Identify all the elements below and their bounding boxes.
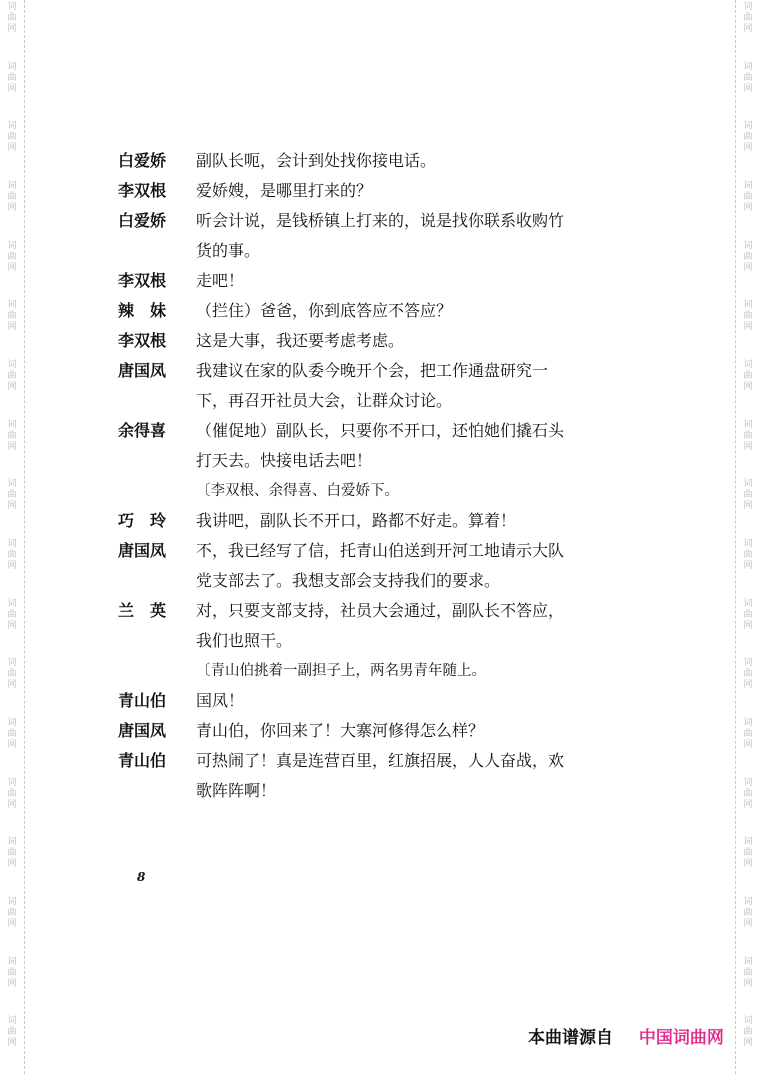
speaker-name: 辣 妹 [118,301,167,320]
speaker-name: 余得喜 [118,421,167,440]
watermark-char: 网 [7,1038,17,1049]
watermark-char: 曲 [743,669,753,680]
watermark-char: 网 [7,620,17,631]
watermark-group [743,835,752,895]
watermark-char: 曲 [743,72,753,83]
watermark-char: 词 [743,658,753,669]
watermark-char: 网 [743,83,753,94]
watermark-char: 网 [743,203,753,214]
watermark-char: 词 [7,1016,17,1027]
speaker-name: 青山伯 [118,691,167,710]
watermark-char: 网 [743,143,753,154]
dialogue-line [118,296,578,326]
watermark-group [7,298,16,358]
watermark-char: 网 [743,262,753,273]
right-watermark-strip [735,0,760,1074]
speaker-name: 兰 英 [118,601,167,620]
dialogue-text: 爱娇嫂，是哪里打来的？ [196,181,373,200]
watermark-group [743,895,752,955]
watermark-group [7,835,16,895]
watermark-char: 曲 [743,609,753,620]
watermark-char: 网 [743,859,753,870]
watermark-char: 网 [7,83,17,94]
watermark-group [743,537,752,597]
watermark-char: 网 [743,501,753,512]
watermark-char: 网 [743,322,753,333]
watermark-char: 网 [743,978,753,989]
watermark-char: 网 [7,24,17,34]
watermark-group [7,179,16,239]
watermark-char: 曲 [743,908,753,919]
watermark-group [7,537,16,597]
watermark-char: 词 [7,360,17,371]
watermark-char: 网 [7,501,17,512]
watermark-char: 曲 [7,13,17,23]
watermark-char: 曲 [7,311,17,322]
watermark-group [7,477,16,537]
watermark-char: 曲 [743,371,753,382]
dialogue-text: 青山伯，你回来了！大寨河修得怎么样？ [196,721,485,740]
dialogue-line [118,746,578,806]
dialogue-text: 不，我已经写了信，托青山伯送到开河工地请示大队党支部去了。我想支部会支持我们的要求。 [196,541,565,590]
watermark-char: 网 [743,24,753,34]
watermark-char: 网 [743,740,753,751]
watermark-char: 网 [7,740,17,751]
watermark-char: 曲 [7,430,17,441]
watermark-group [7,0,16,60]
dialogue-line [118,686,578,716]
watermark-char: 词 [743,777,753,788]
watermark-group [7,895,16,955]
page-number: 8 [137,870,146,884]
footer-site-name[interactable]: 中国词曲网 [638,1028,724,1048]
speaker-name: 唐国凤 [118,721,167,740]
watermark-char: 词 [743,240,753,251]
watermark-char: 曲 [7,550,17,561]
watermark-group [743,358,752,418]
watermark-char: 词 [7,837,17,848]
watermark-char: 词 [7,300,17,311]
watermark-char: 词 [7,897,17,908]
dialogue-line [118,266,578,296]
dialogue-line [118,506,578,536]
footer-source-label: 本曲谱源自 [528,1028,613,1048]
watermark-char: 曲 [7,729,17,740]
watermark-char: 曲 [7,192,17,203]
watermark-char: 曲 [743,848,753,859]
watermark-char: 词 [743,718,753,729]
watermark-group [743,1014,752,1074]
watermark-char: 曲 [7,72,17,83]
watermark-char: 曲 [743,13,753,23]
dialogue-line [118,596,578,656]
dialogue-text: 走吧！ [196,271,245,290]
watermark-char: 网 [743,382,753,393]
dialogue-text: （催促地）副队长，只要你不开口，还怕她们撬石头打天去。快接电话去吧！ [196,421,565,470]
watermark-group [743,60,752,120]
watermark-group [743,0,752,60]
watermark-char: 曲 [743,132,753,143]
watermark-char: 网 [7,262,17,273]
watermark-group [743,418,752,478]
watermark-char: 网 [743,919,753,930]
watermark-char: 曲 [743,251,753,262]
watermark-group [7,119,16,179]
watermark-group [743,656,752,716]
watermark-char: 网 [743,1038,753,1049]
watermark-group [7,776,16,836]
dialogue-text: 听会计说，是钱桥镇上打来的，说是找你联系收购竹货的事。 [196,211,565,260]
watermark-char: 词 [743,598,753,609]
watermark-group [7,716,16,776]
watermark-char: 网 [743,441,753,452]
watermark-char: 词 [743,837,753,848]
watermark-char: 词 [743,539,753,550]
dialogue-text: 这是大事，我还要考虑考虑。 [196,331,405,350]
watermark-group [7,418,16,478]
watermark-char: 曲 [743,729,753,740]
watermark-char: 词 [743,360,753,371]
watermark-group [7,656,16,716]
watermark-char: 曲 [7,251,17,262]
speaker-name: 白爱娇 [118,151,167,170]
watermark-char: 词 [743,419,753,430]
watermark-char: 网 [7,441,17,452]
watermark-group [743,477,752,537]
watermark-char: 网 [743,799,753,810]
dialogue-line [118,206,578,266]
dialogue-line [118,356,578,416]
dialogue-text: 我讲吧，副队长不开口，路都不好走。算着！ [196,511,517,530]
watermark-char: 词 [7,479,17,490]
watermark-char: 曲 [7,908,17,919]
stage-direction [118,656,578,686]
watermark-group [743,298,752,358]
watermark-char: 词 [743,61,753,72]
watermark-char: 词 [7,658,17,669]
watermark-group [743,597,752,657]
watermark-char: 曲 [7,788,17,799]
watermark-char: 网 [7,859,17,870]
watermark-char: 词 [7,718,17,729]
speaker-name [118,476,196,506]
dialogue-text: （拦住）爸爸，你到底答应不答应？ [196,301,453,320]
dialogue-text: 副队长呃，会计到处找你接电话。 [196,151,437,170]
watermark-group [743,776,752,836]
watermark-char: 词 [7,181,17,192]
watermark-char: 词 [7,956,17,967]
dialogue-text: 〔李双根、余得喜、白爱娇下。 [196,483,399,499]
watermark-char: 曲 [7,609,17,620]
watermark-char: 词 [7,539,17,550]
speaker-name: 李双根 [118,271,167,290]
watermark-group [743,239,752,299]
dialogue-text: 我建议在家的队委今晚开个会，把工作通盘研究一下，再召开社员大会，让群众讨论。 [196,361,549,410]
watermark-char: 曲 [7,490,17,501]
watermark-group [7,239,16,299]
watermark-group [743,716,752,776]
watermark-char: 词 [743,121,753,132]
watermark-char: 词 [743,897,753,908]
dialogue-line [118,146,578,176]
watermark-group [743,179,752,239]
watermark-group [743,119,752,179]
watermark-char: 网 [7,561,17,572]
watermark-char: 词 [7,419,17,430]
dialogue-line [118,716,578,746]
dialogue-text: 〔青山伯挑着一副担子上，两名男青年随上。 [196,663,486,679]
watermark-char: 曲 [743,1027,753,1038]
speaker-name: 青山伯 [118,751,167,770]
watermark-char: 词 [7,121,17,132]
watermark-char: 曲 [743,788,753,799]
speaker-name: 李双根 [118,181,167,200]
watermark-char: 曲 [7,669,17,680]
watermark-group [7,597,16,657]
watermark-char: 词 [743,181,753,192]
dialogue-line [118,326,578,356]
watermark-char: 网 [7,680,17,691]
watermark-char: 曲 [7,1027,17,1038]
watermark-group [743,955,752,1015]
watermark-char: 曲 [7,967,17,978]
left-watermark-strip [0,0,25,1074]
watermark-char: 词 [7,777,17,788]
watermark-char: 网 [7,978,17,989]
watermark-char: 网 [7,322,17,333]
watermark-char: 词 [7,2,17,12]
watermark-group [7,955,16,1015]
watermark-char: 词 [7,598,17,609]
watermark-char: 曲 [743,311,753,322]
speaker-name: 白爱娇 [118,211,167,230]
watermark-group [7,60,16,120]
watermark-char: 词 [743,300,753,311]
watermark-char: 网 [743,620,753,631]
watermark-char: 曲 [7,848,17,859]
watermark-char: 词 [743,2,753,12]
watermark-char: 曲 [743,430,753,441]
speaker-name: 巧 玲 [118,511,167,530]
watermark-char: 网 [7,799,17,810]
watermark-char: 曲 [743,490,753,501]
watermark-char: 曲 [743,550,753,561]
watermark-char: 曲 [7,132,17,143]
watermark-char: 曲 [7,371,17,382]
dialogue-line [118,536,578,596]
watermark-char: 网 [743,680,753,691]
watermark-char: 网 [7,203,17,214]
watermark-char: 曲 [743,192,753,203]
dialogue-line [118,176,578,206]
watermark-group [7,358,16,418]
watermark-char: 网 [7,382,17,393]
watermark-char: 词 [7,240,17,251]
stage-direction [118,476,578,506]
footer-credit [528,1023,724,1048]
watermark-char: 词 [743,956,753,967]
watermark-char: 网 [7,919,17,930]
script-body [118,146,578,806]
speaker-name: 唐国凤 [118,361,167,380]
speaker-name: 李双根 [118,331,167,350]
watermark-group [7,1014,16,1074]
speaker-name [118,656,196,686]
speaker-name: 唐国凤 [118,541,167,560]
dialogue-text: 可热闹了！真是连营百里，红旗招展，人人奋战，欢歌阵阵啊！ [196,751,565,800]
watermark-char: 网 [743,561,753,572]
watermark-char: 词 [7,61,17,72]
watermark-char: 词 [743,1016,753,1027]
dialogue-line [118,416,578,476]
watermark-char: 曲 [743,967,753,978]
dialogue-text: 国凤！ [196,691,245,710]
dialogue-text: 对，只要支部支持，社员大会通过，副队长不答应，我们也照干。 [196,601,565,650]
watermark-char: 网 [7,143,17,154]
watermark-char: 词 [743,479,753,490]
